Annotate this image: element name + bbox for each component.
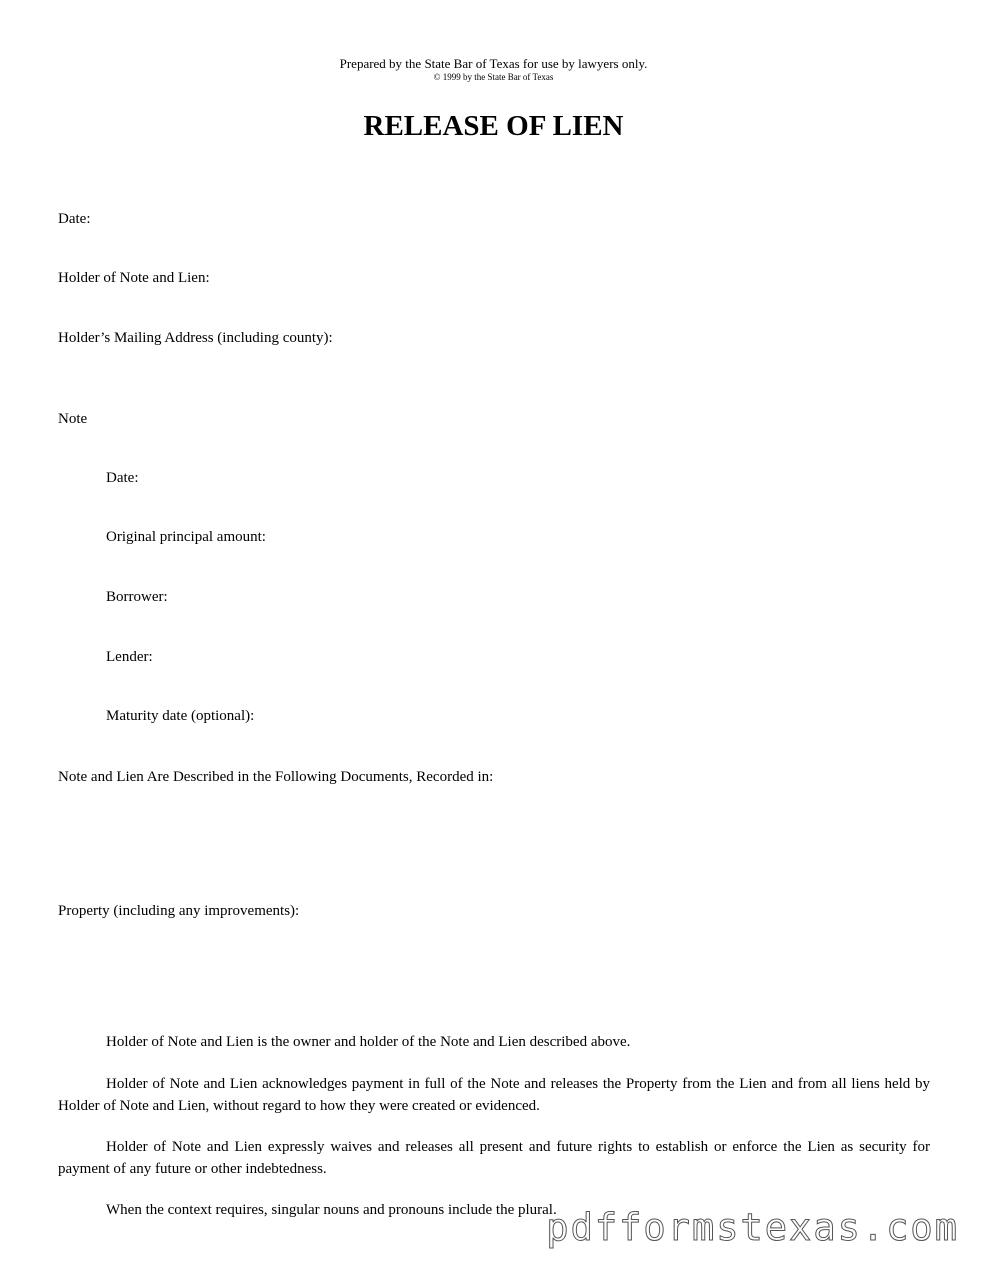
note-date-label: Date: [106,470,139,486]
borrower-label: Borrower: [106,589,168,605]
lender-label: Lender: [106,649,153,665]
prepared-by-notice: Prepared by the State Bar of Texas for use by lawyers only. [339,56,648,71]
holder-address-label: Holder’s Mailing Address (including county): [58,330,333,346]
recorded-documents-label: Note and Lien Are Described in the Following Documents, Recorded in: [58,769,494,785]
ownership-paragraph: Holder of Note and Lien is the owner and holder of the Note and Lien described above. [106,1034,631,1050]
holder-label: Holder of Note and Lien: [58,270,210,286]
site-watermark: pdfformstexas.com [546,1206,959,1249]
original-principal-label: Original principal amount: [106,529,266,545]
date-label: Date: [58,211,91,227]
property-label: Property (including any improvements): [58,903,300,919]
maturity-date-label: Maturity date (optional): [106,708,255,724]
document-title: RELEASE OF LIEN [363,110,624,142]
note-heading: Note [58,411,88,427]
waiver-paragraph: Holder of Note and Lien expressly waives and releases all present and future rights to establish or enforce the Lien as security for payment of any future or other indebtedness. [58,1139,930,1177]
plural-paragraph: When the context requires, singular nouns and pronouns include the plural. [106,1202,557,1218]
copyright-notice: © 1999 by the State Bar of Texas [433,72,554,82]
payment-release-paragraph: Holder of Note and Lien acknowledges payment in full of the Note and releases the Property from the Lien and from all liens held by Holder of Note and Lien, without regard to how they were created or evidenced. [58,1076,930,1114]
